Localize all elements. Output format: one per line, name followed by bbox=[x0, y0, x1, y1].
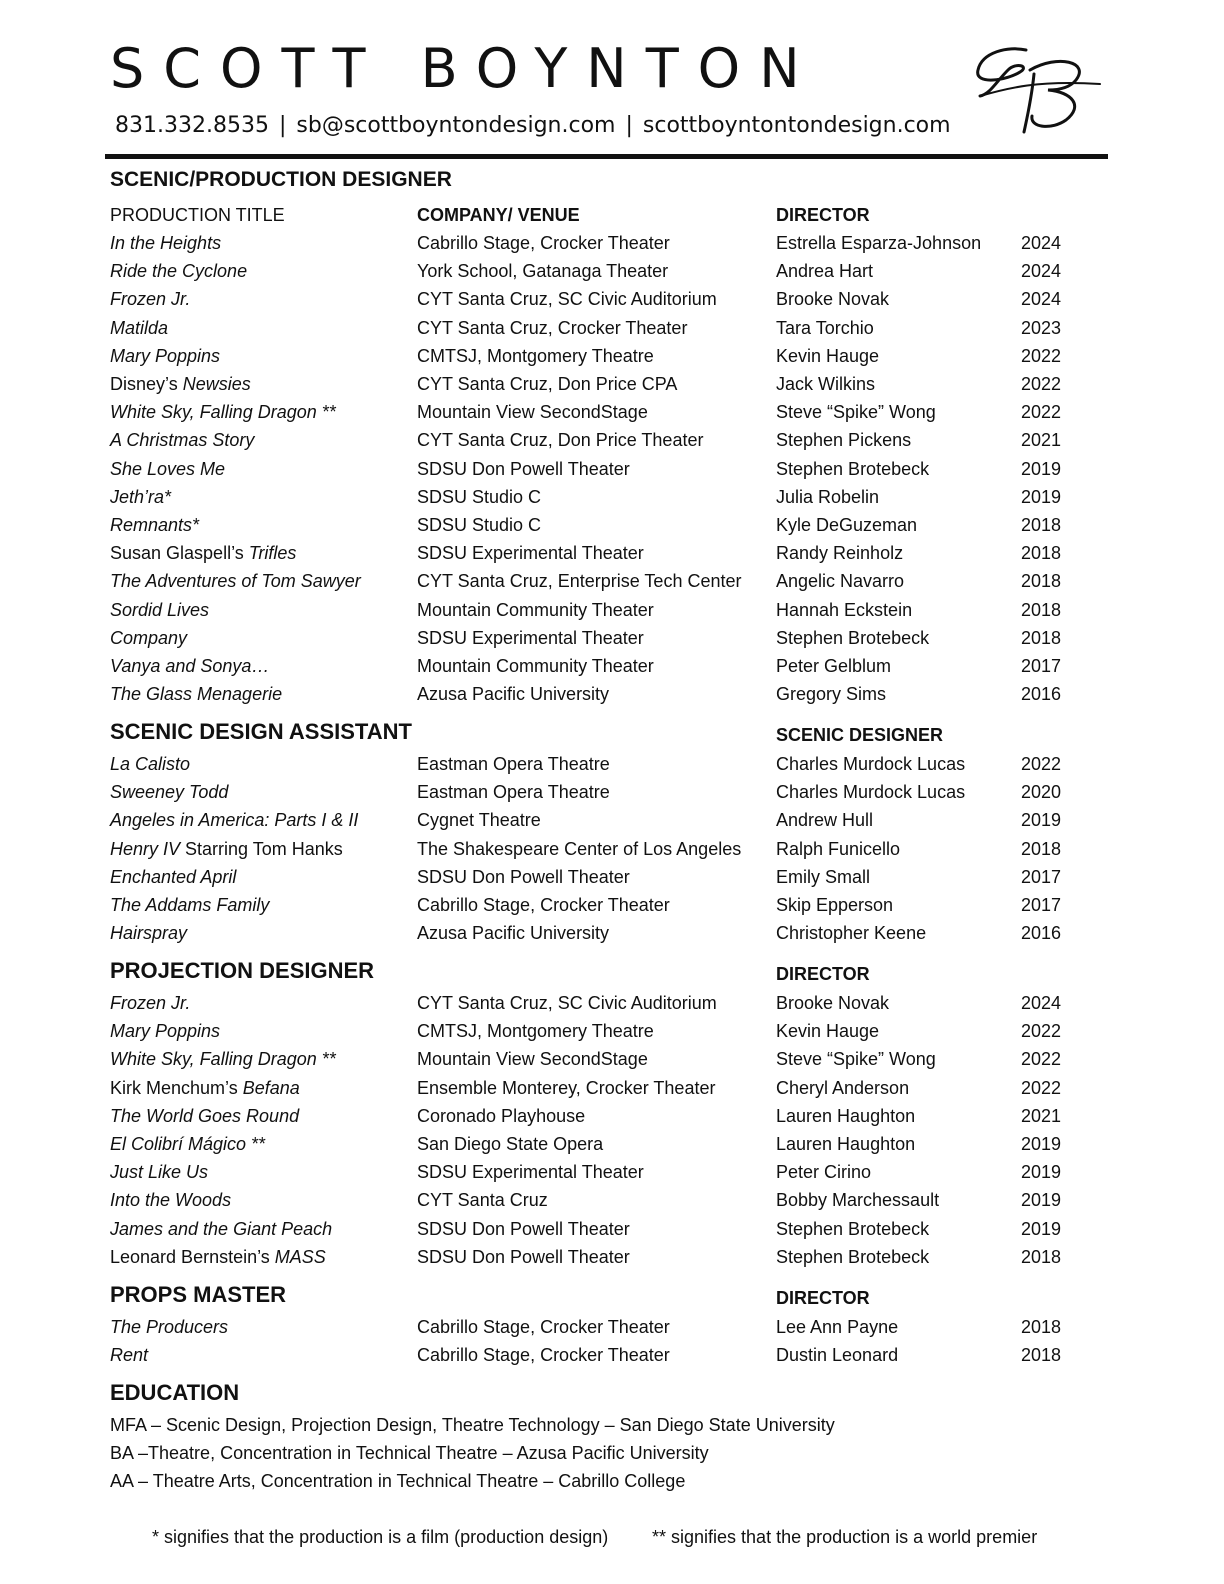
production-title bbox=[110, 374, 251, 395]
company-venue: Cygnet Theatre bbox=[417, 810, 541, 831]
director-name: Ralph Funicello bbox=[776, 838, 901, 859]
footnote-film: * signifies that the production is a film (production design) bbox=[152, 1527, 609, 1547]
director-name: Stephen Brotebeck bbox=[776, 1246, 930, 1267]
title-italic: Befana bbox=[242, 1077, 300, 1098]
title-italic: Company bbox=[110, 627, 188, 648]
production-title bbox=[110, 543, 296, 564]
title-italic: Matilda bbox=[110, 317, 169, 338]
column-header-director: DIRECTOR bbox=[776, 964, 870, 984]
title-italic: A Christmas Story bbox=[110, 430, 255, 451]
title-italic: The Addams Family bbox=[110, 895, 270, 915]
production-year: 2018 bbox=[1021, 627, 1062, 648]
title-italic: White Sky, Falling Dragon ** bbox=[110, 1049, 336, 1070]
production-year: 2018 bbox=[1021, 543, 1062, 564]
title-italic: MASS bbox=[274, 1246, 326, 1267]
credit-row bbox=[0, 1162, 1224, 1190]
production-title bbox=[110, 289, 190, 310]
column-header-title: PRODUCTION TITLE bbox=[110, 205, 285, 225]
director-name: Stephen Pickens bbox=[776, 430, 912, 451]
title-italic: The Glass Menagerie bbox=[110, 684, 283, 705]
resume-name: SCOTT BOYNTON bbox=[110, 37, 819, 100]
company-venue: SDSU Don Powell Theater bbox=[417, 458, 630, 479]
company-venue: Azusa Pacific University bbox=[417, 684, 610, 705]
credit-row bbox=[0, 402, 1224, 430]
production-title bbox=[110, 261, 247, 282]
title-italic: La Calisto bbox=[110, 754, 191, 774]
title-italic: Sweeney Todd bbox=[110, 782, 229, 803]
company-venue: York School, Gatanaga Theater bbox=[417, 261, 669, 282]
credit-row bbox=[0, 289, 1224, 317]
production-title bbox=[110, 684, 282, 705]
company-venue: Eastman Opera Theatre bbox=[417, 754, 610, 774]
title-italic: El Colibrí Mágico ** bbox=[110, 1134, 266, 1154]
column-header-company: COMPANY/ VENUE bbox=[417, 205, 580, 225]
director-name: Lauren Haughton bbox=[776, 1105, 916, 1126]
title-prefix: Kirk Menchum’s bbox=[110, 1077, 243, 1098]
production-year: 2021 bbox=[1021, 430, 1062, 451]
production-title bbox=[110, 1078, 300, 1099]
credit-row bbox=[0, 543, 1224, 571]
director-name: Estrella Esparza-Johnson bbox=[776, 233, 982, 253]
title-italic: Mary Poppins bbox=[110, 345, 221, 366]
credit-row bbox=[0, 895, 1224, 923]
production-year: 2016 bbox=[1021, 923, 1062, 944]
title-italic: Sordid Lives bbox=[110, 599, 210, 620]
production-title bbox=[110, 1134, 265, 1155]
contact-separator: | bbox=[625, 113, 633, 138]
credit-row bbox=[0, 1106, 1224, 1134]
production-title bbox=[110, 839, 343, 860]
company-venue: SDSU Experimental Theater bbox=[417, 543, 644, 564]
production-year: 2019 bbox=[1021, 486, 1062, 507]
production-year: 2019 bbox=[1021, 1134, 1062, 1154]
production-year: 2024 bbox=[1021, 261, 1062, 282]
email-address: sb@scottboyntondesign.com bbox=[296, 113, 616, 138]
credit-row bbox=[0, 993, 1224, 1021]
title-italic: In the Heights bbox=[110, 233, 222, 253]
director-name: Dustin Leonard bbox=[776, 1345, 899, 1366]
company-venue: Cabrillo Stage, Crocker Theater bbox=[417, 1317, 670, 1337]
company-venue: CYT Santa Cruz bbox=[417, 1190, 548, 1211]
title-italic: Frozen Jr. bbox=[110, 289, 191, 310]
company-venue: SDSU Don Powell Theater bbox=[417, 866, 630, 887]
director-name: Brooke Novak bbox=[776, 993, 890, 1013]
production-title bbox=[110, 430, 254, 451]
header-rule bbox=[105, 154, 1108, 159]
website-address: scottboyntontondesign.com bbox=[642, 113, 951, 138]
contact-separator: | bbox=[278, 113, 287, 138]
production-title bbox=[110, 459, 225, 480]
production-year: 2018 bbox=[1021, 1345, 1062, 1366]
production-year: 2018 bbox=[1021, 838, 1062, 859]
title-italic: Trifles bbox=[248, 543, 297, 564]
company-venue: SDSU Experimental Theater bbox=[417, 627, 644, 648]
director-name: Emily Small bbox=[776, 866, 871, 887]
company-venue: CYT Santa Cruz, SC Civic Auditorium bbox=[417, 993, 717, 1013]
credit-row bbox=[0, 1219, 1224, 1247]
production-year: 2021 bbox=[1021, 1105, 1062, 1126]
title-italic: Henry IV bbox=[110, 838, 181, 859]
company-venue: SDSU Don Powell Theater bbox=[417, 1218, 630, 1239]
credit-row bbox=[0, 571, 1224, 599]
director-name: Gregory Sims bbox=[776, 684, 887, 705]
production-year: 2019 bbox=[1021, 1218, 1062, 1239]
title-italic: Newsies bbox=[182, 374, 251, 394]
production-title bbox=[110, 1345, 148, 1366]
production-year: 2017 bbox=[1021, 656, 1062, 676]
director-name: Andrew Hull bbox=[776, 810, 874, 831]
credit-row bbox=[0, 867, 1224, 895]
credit-row bbox=[0, 487, 1224, 515]
production-title bbox=[110, 1049, 336, 1070]
production-year: 2018 bbox=[1021, 571, 1062, 592]
title-italic: The World Goes Round bbox=[110, 1105, 300, 1126]
company-venue: Mountain Community Theater bbox=[417, 656, 654, 676]
title-italic: The Producers bbox=[110, 1317, 229, 1337]
production-title bbox=[110, 1162, 208, 1183]
production-year: 2018 bbox=[1021, 1246, 1062, 1267]
company-venue: CYT Santa Cruz, SC Civic Auditorium bbox=[417, 289, 717, 310]
title-italic: Hairspray bbox=[110, 923, 188, 944]
title-italic: White Sky, Falling Dragon ** bbox=[110, 402, 336, 423]
production-title bbox=[110, 571, 361, 592]
title-italic: Ride the Cyclone bbox=[110, 261, 248, 282]
company-venue: CYT Santa Cruz, Don Price Theater bbox=[417, 430, 704, 451]
production-year: 2024 bbox=[1021, 993, 1062, 1013]
credit-row bbox=[0, 923, 1224, 951]
production-title bbox=[110, 318, 168, 339]
director-name: Stephen Brotebeck bbox=[776, 458, 930, 479]
credit-row bbox=[0, 782, 1224, 810]
section-title-projection: PROJECTION DESIGNER bbox=[110, 958, 375, 983]
title-italic: James and the Giant Peach bbox=[110, 1218, 333, 1239]
director-name: Christopher Keene bbox=[776, 923, 927, 944]
education-line: AA – Theatre Arts, Concentration in Technical Theatre – Cabrillo College bbox=[110, 1471, 686, 1491]
title-italic: Vanya and Sonya… bbox=[110, 656, 270, 676]
title-prefix: Leonard Bernstein’s bbox=[110, 1246, 275, 1267]
production-year: 2019 bbox=[1021, 458, 1062, 479]
title-italic: Remnants* bbox=[110, 515, 200, 535]
production-year: 2022 bbox=[1021, 374, 1062, 394]
director-name: Stephen Brotebeck bbox=[776, 1218, 930, 1239]
section-title-props: PROPS MASTER bbox=[110, 1282, 287, 1307]
production-year: 2022 bbox=[1021, 345, 1062, 366]
production-title bbox=[110, 754, 190, 775]
credit-row bbox=[0, 1134, 1224, 1162]
section-title-education: EDUCATION bbox=[110, 1380, 240, 1405]
production-year: 2022 bbox=[1021, 1021, 1062, 1042]
signature-monogram-icon bbox=[968, 40, 1108, 136]
company-venue: Eastman Opera Theatre bbox=[417, 782, 610, 803]
column-header-scenic-designer: SCENIC DESIGNER bbox=[776, 725, 944, 745]
production-title bbox=[110, 1247, 326, 1268]
phone-number: 831.332.8535 bbox=[115, 113, 269, 138]
company-venue: SDSU Experimental Theater bbox=[417, 1162, 644, 1183]
company-venue: SDSU Studio C bbox=[417, 515, 542, 535]
production-year: 2018 bbox=[1021, 599, 1062, 620]
company-venue: Mountain View SecondStage bbox=[417, 402, 648, 423]
title-italic: Into the Woods bbox=[110, 1190, 232, 1211]
director-name: Lee Ann Payne bbox=[776, 1317, 899, 1337]
title-italic: She Loves Me bbox=[110, 458, 226, 479]
title-italic: Mary Poppins bbox=[110, 1021, 221, 1042]
director-name: Stephen Brotebeck bbox=[776, 627, 930, 648]
director-name: Charles Murdock Lucas bbox=[776, 782, 966, 803]
production-year: 2023 bbox=[1021, 317, 1062, 338]
company-venue: San Diego State Opera bbox=[417, 1134, 604, 1154]
production-year: 2018 bbox=[1021, 515, 1062, 535]
director-name: Charles Murdock Lucas bbox=[776, 754, 966, 774]
director-name: Hannah Eckstein bbox=[776, 599, 913, 620]
title-italic: Enchanted April bbox=[110, 866, 237, 887]
credit-row bbox=[0, 459, 1224, 487]
production-year: 2019 bbox=[1021, 1162, 1062, 1183]
production-title bbox=[110, 782, 228, 803]
production-title bbox=[110, 867, 236, 888]
director-name: Kyle DeGuzeman bbox=[776, 515, 918, 535]
company-venue: CMTSJ, Montgomery Theatre bbox=[417, 345, 654, 366]
production-title bbox=[110, 895, 269, 916]
director-name: Kevin Hauge bbox=[776, 1021, 880, 1042]
production-year: 2024 bbox=[1021, 233, 1062, 253]
company-venue: CYT Santa Cruz, Crocker Theater bbox=[417, 317, 688, 338]
production-year: 2017 bbox=[1021, 866, 1062, 887]
credit-row bbox=[0, 1021, 1224, 1049]
footnote-world-premiere: ** signifies that the production is a world premier bbox=[652, 1527, 1038, 1547]
director-name: Julia Robelin bbox=[776, 486, 880, 507]
credit-row bbox=[0, 430, 1224, 458]
company-venue: Coronado Playhouse bbox=[417, 1105, 586, 1126]
education-line: BA –Theatre, Concentration in Technical Theatre – Azusa Pacific University bbox=[110, 1443, 709, 1463]
production-title bbox=[110, 923, 187, 944]
production-title bbox=[110, 487, 171, 508]
column-header-director: DIRECTOR bbox=[776, 205, 870, 225]
production-title bbox=[110, 600, 209, 621]
production-year: 2019 bbox=[1021, 1190, 1062, 1211]
title-italic: Jeth’ra* bbox=[110, 486, 172, 507]
credit-row bbox=[0, 810, 1224, 838]
credit-row bbox=[0, 1247, 1224, 1275]
director-name: Bobby Marchessault bbox=[776, 1190, 940, 1211]
production-title bbox=[110, 1190, 231, 1211]
production-year: 2019 bbox=[1021, 810, 1062, 831]
production-year: 2022 bbox=[1021, 754, 1062, 774]
production-title bbox=[110, 1021, 220, 1042]
credit-row bbox=[0, 233, 1224, 261]
production-title bbox=[110, 233, 221, 254]
title-italic: The Adventures of Tom Sawyer bbox=[110, 571, 361, 592]
company-venue: Mountain Community Theater bbox=[417, 599, 654, 620]
section-title-scenic: SCENIC/PRODUCTION DESIGNER bbox=[110, 168, 452, 191]
director-name: Cheryl Anderson bbox=[776, 1077, 910, 1098]
director-name: Skip Epperson bbox=[776, 895, 894, 915]
education-line: MFA – Scenic Design, Projection Design, Theatre Technology – San Diego State University bbox=[110, 1415, 835, 1435]
credit-row bbox=[0, 1078, 1224, 1106]
production-year: 2020 bbox=[1021, 782, 1062, 803]
production-title bbox=[110, 810, 358, 831]
title-italic: Just Like Us bbox=[110, 1162, 209, 1183]
production-year: 2017 bbox=[1021, 895, 1062, 915]
title-italic: Angeles in America: Parts I & II bbox=[110, 810, 359, 831]
title-prefix: Susan Glaspell’s bbox=[110, 543, 249, 564]
credit-row bbox=[0, 515, 1224, 543]
credit-row bbox=[0, 1190, 1224, 1218]
production-title bbox=[110, 402, 336, 423]
director-name: Lauren Haughton bbox=[776, 1134, 916, 1154]
company-venue: SDSU Don Powell Theater bbox=[417, 1246, 630, 1267]
credit-row bbox=[0, 628, 1224, 656]
column-header-director: DIRECTOR bbox=[776, 1288, 870, 1308]
production-title bbox=[110, 1317, 228, 1338]
credit-row bbox=[0, 1317, 1224, 1345]
company-venue: Azusa Pacific University bbox=[417, 923, 610, 944]
contact-line bbox=[115, 113, 951, 138]
company-venue: CMTSJ, Montgomery Theatre bbox=[417, 1021, 654, 1042]
credit-row bbox=[0, 1345, 1224, 1373]
director-name: Andrea Hart bbox=[776, 261, 874, 282]
title-prefix: Disney’s bbox=[110, 374, 183, 394]
credit-row bbox=[0, 600, 1224, 628]
production-title bbox=[110, 346, 220, 367]
production-title bbox=[110, 628, 187, 649]
credit-row bbox=[0, 346, 1224, 374]
director-name: Tara Torchio bbox=[776, 317, 874, 338]
production-year: 2022 bbox=[1021, 1077, 1062, 1098]
credit-row bbox=[0, 754, 1224, 782]
production-title bbox=[110, 515, 199, 536]
credit-row bbox=[0, 1049, 1224, 1077]
credit-row bbox=[0, 656, 1224, 684]
director-name: Jack Wilkins bbox=[776, 374, 876, 394]
company-venue: Ensemble Monterey, Crocker Theater bbox=[417, 1077, 716, 1098]
production-year: 2022 bbox=[1021, 402, 1062, 423]
director-name: Randy Reinholz bbox=[776, 543, 904, 564]
director-name: Peter Gelblum bbox=[776, 656, 892, 676]
company-venue: SDSU Studio C bbox=[417, 486, 542, 507]
company-venue: CYT Santa Cruz, Enterprise Tech Center bbox=[417, 571, 742, 592]
company-venue: Cabrillo Stage, Crocker Theater bbox=[417, 895, 670, 915]
credit-row bbox=[0, 374, 1224, 402]
director-name: Peter Cirino bbox=[776, 1162, 872, 1183]
company-venue: CYT Santa Cruz, Don Price CPA bbox=[417, 374, 678, 394]
director-name: Steve “Spike” Wong bbox=[776, 1049, 936, 1070]
title-italic: Frozen Jr. bbox=[110, 993, 191, 1013]
production-title bbox=[110, 993, 190, 1014]
company-venue: The Shakespeare Center of Los Angeles bbox=[417, 838, 742, 859]
production-year: 2024 bbox=[1021, 289, 1062, 310]
company-venue: Cabrillo Stage, Crocker Theater bbox=[417, 233, 670, 253]
company-venue: Mountain View SecondStage bbox=[417, 1049, 648, 1070]
title-italic: Rent bbox=[110, 1345, 149, 1366]
credit-row bbox=[0, 684, 1224, 712]
production-title bbox=[110, 656, 269, 677]
director-name: Brooke Novak bbox=[776, 289, 890, 310]
production-year: 2022 bbox=[1021, 1049, 1062, 1070]
director-name: Kevin Hauge bbox=[776, 345, 880, 366]
production-title bbox=[110, 1219, 332, 1240]
title-suffix: Starring Tom Hanks bbox=[180, 838, 343, 859]
production-title bbox=[110, 1106, 299, 1127]
company-venue: Cabrillo Stage, Crocker Theater bbox=[417, 1345, 670, 1366]
production-year: 2018 bbox=[1021, 1317, 1062, 1337]
director-name: Angelic Navarro bbox=[776, 571, 905, 592]
credit-row bbox=[0, 839, 1224, 867]
director-name: Steve “Spike” Wong bbox=[776, 402, 936, 423]
section-title-assistant: SCENIC DESIGN ASSISTANT bbox=[110, 719, 412, 744]
credit-row bbox=[0, 261, 1224, 289]
production-year: 2016 bbox=[1021, 684, 1062, 705]
credit-row bbox=[0, 318, 1224, 346]
